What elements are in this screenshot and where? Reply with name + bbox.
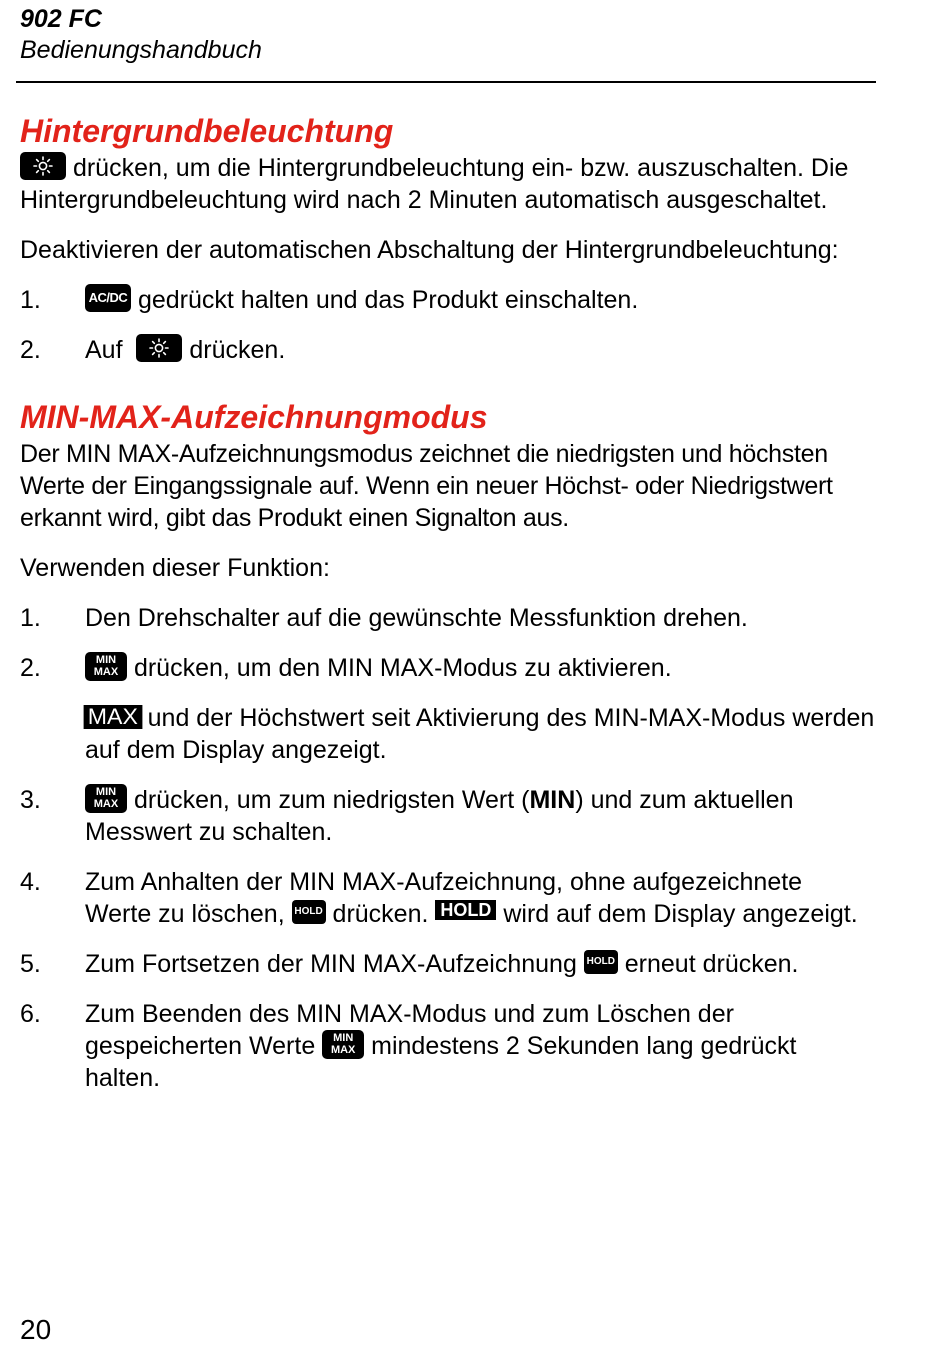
step-text-post: wird auf dem Display angezeigt.	[503, 900, 858, 928]
step-number: 6.	[20, 1000, 41, 1028]
section-backlight	[20, 110, 875, 366]
minmax-key-min: MIN	[333, 1031, 354, 1044]
step-note	[85, 702, 875, 766]
step-text: drücken, um den MIN MAX-Modus zu aktivieren.	[133, 654, 672, 682]
minmax-key-max: MAX	[93, 797, 119, 810]
minmax-key-icon	[85, 784, 127, 813]
minmax-paragraph-2: Verwenden dieser Funktion:	[20, 554, 330, 582]
manual-subtitle: Bedienungshandbuch	[20, 36, 262, 64]
hold-key-icon: HOLD	[584, 950, 618, 974]
step-number: 4.	[20, 868, 41, 896]
sun-icon	[136, 334, 182, 362]
backlight-paragraph-1	[20, 152, 875, 216]
minmax-key-min: MIN	[95, 785, 117, 798]
minmax-key-max: MAX	[93, 665, 119, 678]
step-text-pre: drücken, um zum niedrigsten Wert (	[133, 786, 530, 814]
step-text-pre: Zum Anhalten der MIN MAX-Aufzeichnung, ohne aufgezeichnete Werte zu löschen,	[85, 868, 803, 928]
step-text-pre: Zum Beenden des MIN MAX-Modus und zum Löschen der gespeicherten Werte	[85, 1000, 734, 1060]
list-item	[20, 998, 875, 1094]
step-text-bold: MIN	[529, 786, 576, 814]
minmax-key-icon	[322, 1030, 364, 1059]
step-number: 1.	[20, 286, 41, 314]
step-number: 5.	[20, 950, 41, 978]
page-header	[20, 4, 880, 66]
step-number: 3.	[20, 786, 41, 814]
heading-minmax: MIN-MAX-Aufzeichnungmodus	[20, 399, 488, 435]
manual-title: 902 FC	[20, 5, 102, 33]
minmax-paragraph-1: Der MIN MAX-Aufzeichnungsmodus zeichnet die niedrigsten und höchsten Werte der Eingangssignale auf. Wenn ein neuer Höchst- oder Niedrigstwert erkannt wird, gibt das Produkt einen Signalton aus.	[20, 440, 833, 532]
list-item	[20, 284, 875, 316]
step-text-mid: drücken.	[332, 900, 429, 928]
sun-icon	[20, 152, 66, 180]
header-divider	[16, 81, 876, 83]
step-text-pre: Zum Fortsetzen der MIN MAX-Aufzeichnung	[85, 950, 577, 978]
step-note-text: und der Höchstwert seit Aktivierung des MIN-MAX-Modus werden auf dem Display angezeigt.	[85, 704, 875, 764]
step-text-pre: Auf	[85, 336, 123, 364]
step-text: gedrückt halten und das Produkt einschalten.	[137, 286, 639, 314]
list-item	[20, 784, 875, 848]
minmax-steps	[20, 602, 875, 1094]
step-number: 2.	[20, 654, 41, 682]
backlight-p1-text: drücken, um die Hintergrundbeleuchtung ein- bzw. auszuschalten. Die Hintergrundbeleuchtung wird nach 2 Minuten automatisch ausgeschaltet.	[20, 154, 849, 214]
list-item	[20, 866, 875, 930]
minmax-key-max: MAX	[330, 1043, 356, 1056]
acdc-key-icon: AC/DC	[85, 284, 131, 312]
page-number: 20	[20, 1314, 52, 1345]
heading-backlight: Hintergrundbeleuchtung	[20, 113, 394, 149]
list-item	[20, 948, 875, 980]
list-item	[20, 652, 875, 766]
step-number: 2.	[20, 336, 41, 364]
max-display-badge: MAX	[84, 705, 142, 729]
section-minmax	[20, 396, 875, 1094]
list-item	[20, 602, 875, 634]
hold-key-icon: HOLD	[292, 900, 326, 924]
page-content	[20, 110, 875, 1094]
minmax-key-min: MIN	[95, 653, 117, 666]
backlight-paragraph-2: Deaktivieren der automatischen Abschaltung der Hintergrundbeleuchtung:	[20, 236, 839, 264]
step-text: Den Drehschalter auf die gewünschte Messfunktion drehen.	[85, 604, 748, 632]
list-item	[20, 334, 875, 366]
step-number: 1.	[20, 604, 41, 632]
backlight-steps	[20, 284, 875, 366]
step-text-post: ) und zum aktuellen Messwert zu schalten.	[85, 786, 794, 846]
hold-display-badge: HOLD	[435, 900, 496, 920]
step-text-post: mindestens 2 Sekunden lang gedrückt halten.	[85, 1032, 797, 1092]
step-text-post: drücken.	[189, 336, 286, 364]
minmax-key-icon	[85, 652, 127, 681]
step-text-post: erneut drücken.	[624, 950, 799, 978]
